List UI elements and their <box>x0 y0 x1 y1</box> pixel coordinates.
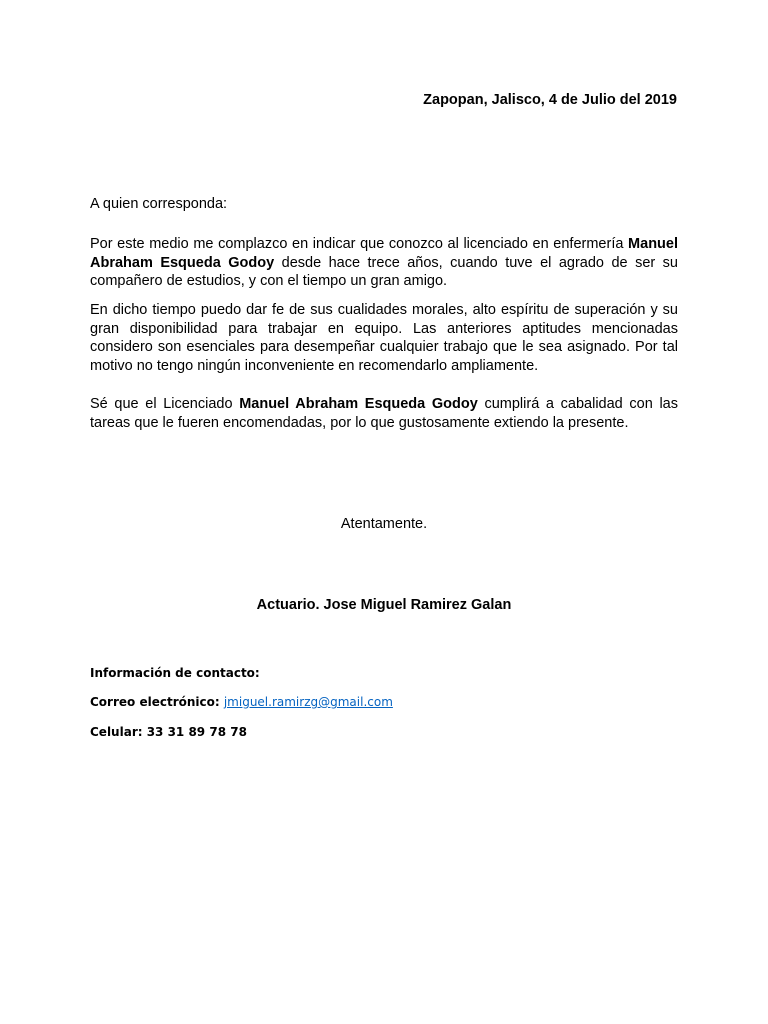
date-line: Zapopan, Jalisco, 4 de Julio del 2019 <box>423 92 677 108</box>
recommended-person-name: Manuel Abraham Esqueda Godoy <box>239 396 478 412</box>
contact-heading: Información de contacto: <box>90 666 260 680</box>
email-link[interactable]: jmiguel.ramirzg@gmail.com <box>223 695 393 709</box>
paragraph-qualities: En dicho tiempo puedo dar fe de sus cualidades morales, alto espíritu de superación y su gran disponibilidad para trabajar en equipo. Las anteriores aptitudes mencionadas considero son esenciales para desempeñar cualquier trabajo que le sea asignado. Por tal motivo no tengo ningún inconveniente en recomendarlo ampliamente. <box>90 302 678 374</box>
email-label: Correo electrónico: <box>90 695 224 709</box>
signer-name: Actuario. Jose Miguel Ramirez Galan <box>256 597 512 613</box>
paragraph-conclusion-text-after: cumplirá a cabalidad con las tareas que le fueren encomendadas, por lo que gustosamente extiendo la presente. <box>90 396 678 431</box>
contact-email-line <box>90 694 393 710</box>
closing: Atentamente. <box>340 516 428 532</box>
greeting: A quien corresponda: <box>90 196 228 212</box>
recommended-person-name: Manuel Abraham Esqueda Godoy <box>90 236 678 271</box>
paragraph-conclusion-text-before: Sé que el Licenciado <box>90 396 240 412</box>
contact-phone-line: Celular: 33 31 89 78 78 <box>90 725 247 739</box>
paragraph-introduction <box>90 235 678 291</box>
paragraph-conclusion <box>90 395 678 432</box>
paragraph-introduction-text-before: Por este medio me complazco en indicar que conozco al licenciado en enfermería <box>90 236 629 252</box>
paragraph-introduction-text-after: desde hace trece años, cuando tuve el agrado de ser su compañero de estudios, y con el tiempo un gran amigo. <box>90 254 678 289</box>
